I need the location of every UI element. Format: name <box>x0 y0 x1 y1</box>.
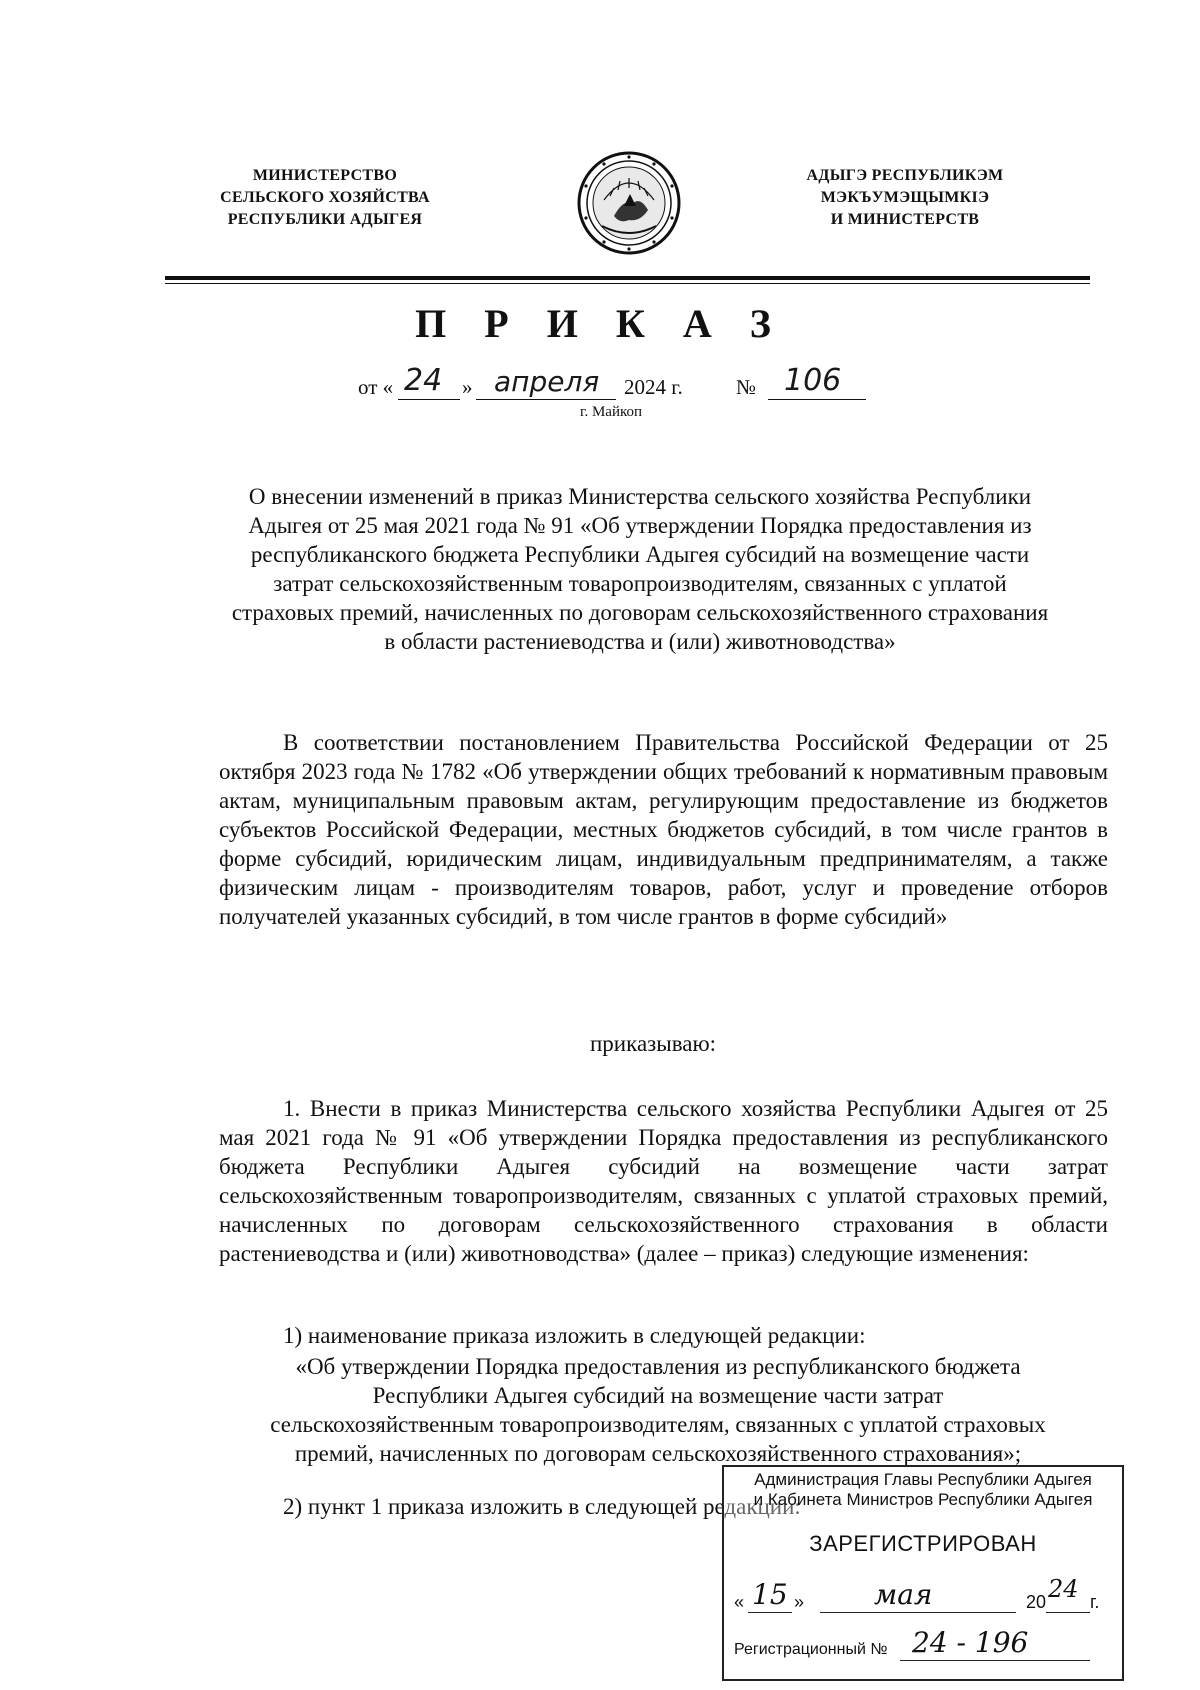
ministry-name-ru-line: РЕСПУБЛИКИ АДЫГЕЯ <box>227 211 423 228</box>
stamp-registered-label: ЗАРЕГИСТРИРОВАН <box>809 1531 1037 1556</box>
number-label: № <box>736 375 757 399</box>
stamp-organization <box>730 1470 1116 1510</box>
stamp-date <box>734 1577 1114 1617</box>
day-underline <box>398 399 460 400</box>
point-1-paragraph: 1. Внести в приказ Министерства сельского хозяйства Республики Адыгея от 25 мая 2021 года № 91 «Об утверждении Порядка предоставления из республиканского бюджета Республики Адыгея субсидий на возмещение части затрат сельскохозяйственным товаропроизводителям, связанных с уплатой страховых премий, начисленных по договорам сельскохозяйственного страхования в области растениеводства и (или) животноводства» (далее – приказ) следующие изменения: <box>219 1096 1108 1266</box>
handwritten-day: 24 <box>404 363 443 398</box>
handwritten-month: апреля <box>494 365 600 398</box>
document-title: П Р И К А З <box>415 301 785 346</box>
handwritten-order-number: 106 <box>784 363 842 398</box>
stamp-month-underline <box>820 1612 1016 1613</box>
stamp-reg-underline <box>900 1660 1090 1661</box>
registration-stamp <box>722 1465 1124 1681</box>
number-underline <box>768 399 866 400</box>
ministry-name-ady-line: И МИНИСТЕРСТВ <box>830 211 980 228</box>
stamp-year-suffix: г. <box>1090 1592 1100 1612</box>
stamp-handwritten-day: 15 <box>752 1578 788 1611</box>
stamp-org-line: Администрация Главы Республики Адыгея <box>754 1470 1092 1489</box>
order-word: приказываю: <box>590 1031 717 1056</box>
subpoint-2: 2) пункт 1 приказа изложить в следующей редакции: <box>283 1494 801 1519</box>
preamble-paragraph: В соответствии постановлением Правительства Российской Федерации от 25 октября 2023 года № 1782 «Об утверждении общих требований к нормативным правовым актам, муниципальным правовым актам, регулирующим предоставление из бюджетов субъектов Российской Федерации, местных бюджетов субсидий, в том числе грантов в форме субсидий, юридическим лицам, индивидуальным предпринимателям, а также физическим лицам - производителям товаров, работ, услуг и проведение отборов получателей указанных субсидий, в том числе грантов в форме субсидий» <box>219 730 1108 929</box>
stamp-reg-label: Регистрационный № <box>734 1641 888 1658</box>
date-prefix: от « <box>358 375 394 399</box>
header-thin-rule <box>165 283 1090 284</box>
city: г. Майкоп <box>580 404 643 420</box>
stamp-registration-number <box>734 1625 1114 1665</box>
new-title-quote: «Об утверждении Порядка предоставления из республиканского бюджета Республики Адыгея субсидий на возмещение части затрат сельскохозяйственным товаропроизводителям, связанных с уплатой страховых премий, начисленных по договорам сельскохозяйственного страхования»; <box>270 1354 1046 1466</box>
ministry-name-ady-line: МЭКЪУМЭЩЫМКIЭ <box>820 189 990 206</box>
adygea-coat-of-arms-emblem <box>574 148 684 258</box>
stamp-org-line: и Кабинета Министров Республики Адыгея <box>753 1490 1093 1509</box>
stamp-year-prefix: 20 <box>1026 1592 1047 1612</box>
stamp-day-underline <box>748 1612 792 1613</box>
stamp-handwritten-year: 24 <box>1048 1575 1079 1603</box>
month-underline <box>476 399 616 400</box>
ministry-name-ady <box>780 165 1030 231</box>
ministry-name-ru <box>195 165 455 231</box>
stamp-handwritten-month: мая <box>874 1578 933 1611</box>
stamp-year-underline <box>1046 1612 1090 1613</box>
subpoint-1: 1) наименование приказа изложить в следующей редакции: <box>283 1323 866 1348</box>
date-close-quote: » <box>462 375 473 399</box>
stamp-open-quote: « <box>734 1592 745 1612</box>
date-year: 2024 г. <box>624 375 683 399</box>
ministry-name-ru-line: СЕЛЬСКОГО ХОЗЯЙСТВА <box>220 189 430 206</box>
order-date-line <box>358 363 918 406</box>
stamp-handwritten-reg-number: 24 - 196 <box>912 1626 1029 1659</box>
order-subject: О внесении изменений в приказ Министерства сельского хозяйства Республики Адыгея от 25 мая 2021 года № 91 «Об утверждении Порядка предоставления из республиканского бюджета Республики Адыгея субсидий на возмещение части затрат сельскохозяйственным товаропроизводителям, связанных с уплатой страховых премий, начисленных по договорам сельскохозяйственного страхования в области растениеводства и (или) животноводства» <box>231 484 1049 654</box>
header-thick-rule <box>165 276 1090 280</box>
ministry-name-ru-line: МИНИСТЕРСТВО <box>252 167 398 184</box>
stamp-close-quote: » <box>794 1592 805 1612</box>
ministry-name-ady-line: АДЫГЭ РЕСПУБЛИКЭМ <box>806 167 1004 184</box>
